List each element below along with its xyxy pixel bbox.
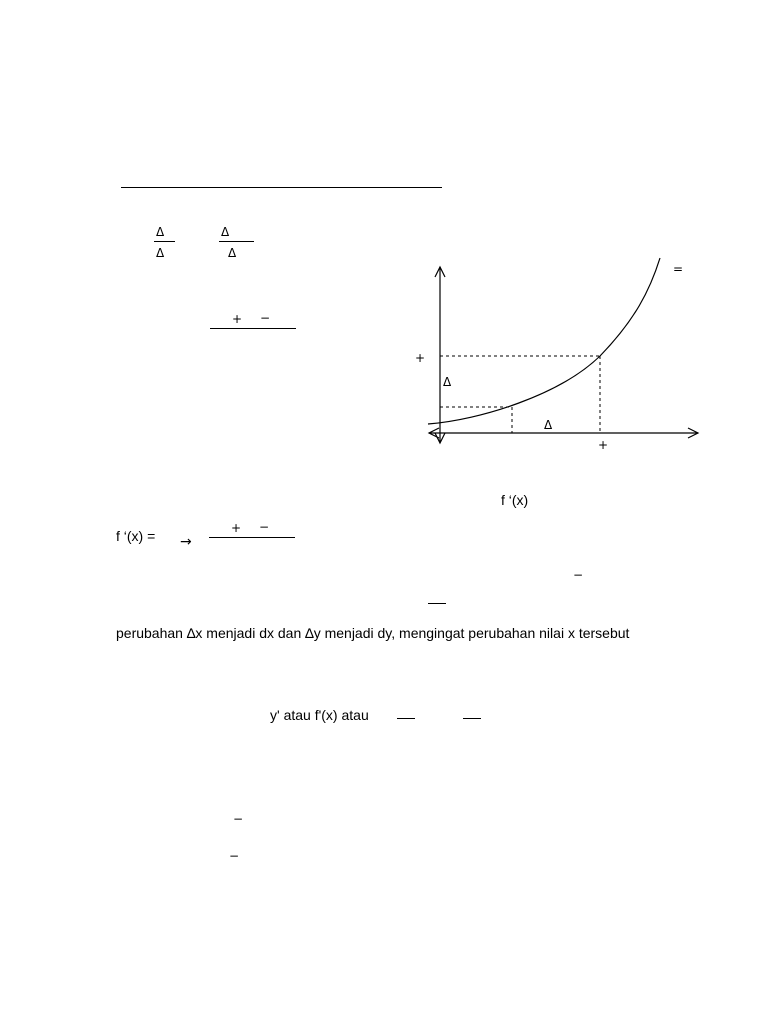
- limit-numerator-minus: −: [259, 520, 270, 534]
- lower-minus-2: −: [229, 849, 240, 863]
- graph-delta-x: Δ: [544, 418, 553, 432]
- fraction-2-numerator: Δ: [221, 225, 230, 239]
- fraction-1-numerator: Δ: [156, 225, 165, 239]
- graph-x-plus: +: [598, 438, 609, 452]
- fraction-2-denominator: Δ: [228, 246, 237, 260]
- notation-line: y' atau f'(x) atau: [270, 707, 369, 723]
- graph-y-plus: +: [415, 351, 426, 365]
- fraction-3-minus: −: [260, 311, 271, 325]
- short-fraction-bar: [428, 603, 446, 604]
- limit-arrow: →: [180, 534, 192, 550]
- graph-caption: f ‘(x): [501, 492, 529, 508]
- limit-fraction-bar: [209, 537, 295, 538]
- lower-minus-1: −: [233, 812, 244, 826]
- fraction-1-denominator: Δ: [156, 246, 165, 260]
- limit-numerator-plus: +: [231, 521, 242, 535]
- right-minus: −: [573, 568, 584, 582]
- graph-curve-equals: =: [673, 262, 684, 276]
- limit-lhs: f ‘(x) =: [116, 528, 156, 544]
- function-curve: [428, 258, 660, 424]
- graph-delta-y: Δ: [443, 375, 452, 389]
- paragraph-text: perubahan ∆x menjadi dx dan ∆y menjadi dy, mengingat perubahan nilai x tersebut: [116, 625, 630, 641]
- fraction-3-plus: +: [232, 312, 243, 326]
- notation-fraction-bar-2: [463, 718, 481, 719]
- notation-fraction-bar-1: [397, 718, 415, 719]
